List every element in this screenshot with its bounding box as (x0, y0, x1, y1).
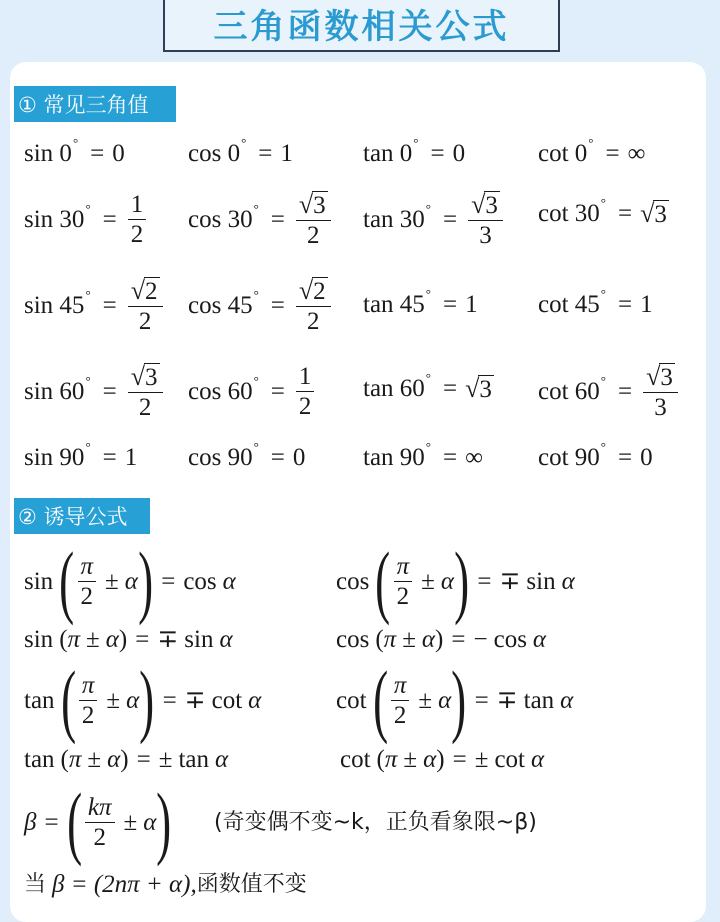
formula-sin30: sin 30 ° = $\frac{1}{2}$ (24, 186, 149, 252)
formula-sin90: sin 90 ° = 1 (24, 439, 138, 471)
formula-cot0: cot 0 ° = ∞ (538, 135, 646, 167)
formula-sin-half-pi: sin ( $\frac{\pi}{2}$ ± α ) = cos α (24, 535, 236, 626)
formula-tan30: tan 30 ° = √ 3 3 (363, 186, 506, 252)
beta-rule-note: (奇变偶不变~k，正负看象限~β) (214, 810, 537, 835)
formula-cot30: cot 30 ° = √ 3 (538, 195, 667, 228)
formula-cot-pi: cot ( π ± α ) = ± cot α (340, 746, 545, 773)
formula-cos-half-pi: cos ( $\frac{\pi}{2}$ ± α ) = ∓ sin α (336, 535, 575, 626)
formula-period (24, 872, 307, 897)
formula-tan-pi: tan ( π ± α ) = ± tan α (24, 746, 229, 773)
formula-tan90: tan 90 ° = ∞ (363, 439, 483, 471)
formula-beta: β = ( $\frac{k\pi}{2}$ ± α ) (24, 776, 172, 867)
section-heading-induction: ② 诱导公式 (14, 498, 150, 534)
formula-tan-half-pi: tan ( $\frac{\pi}{2}$ ± α ) = ∓ cot α (24, 654, 262, 745)
period-expression: β = (2nπ + α), (52, 871, 197, 898)
formula-sin-pi: sin ( π ± α ) = ∓ sin α (24, 626, 233, 653)
formula-tan0: tan 0 ° = 0 (363, 135, 466, 167)
formula-cos90: cos 90 ° = 0 (188, 439, 306, 471)
formula-cos30: cos 30 ° = √ 3 2 (188, 186, 334, 252)
title-box (163, 0, 560, 52)
formula-cos-pi: cos ( π ± α ) = − cos α (336, 626, 547, 653)
formula-cos0: cos 0 ° = 1 (188, 135, 293, 167)
section-heading-common-values: ① 常见三角值 (14, 86, 176, 122)
formula-cot90: cot 90 ° = 0 (538, 439, 653, 471)
period-prefix: 当 (24, 871, 47, 897)
formula-tan45: tan 45 ° = 1 (363, 286, 478, 318)
page-title: 三角函数相关公式 (213, 6, 510, 47)
formula-sin60: sin 60 ° = √ 3 2 (24, 358, 166, 424)
formula-cot-half-pi: cot ( $\frac{\pi}{2}$ ± α ) = ∓ tan α (336, 654, 574, 745)
formula-cot60: cot 60 ° = √ 3 3 (538, 358, 681, 424)
period-suffix: 函数值不变 (196, 871, 307, 897)
formula-sin0: sin 0 ° = 0 (24, 135, 125, 167)
formula-cot45: cot 45 ° = 1 (538, 286, 653, 318)
formula-tan60: tan 60 ° = √ 3 (363, 370, 492, 403)
formula-sin45: sin 45 ° = √ 2 2 (24, 272, 166, 338)
formula-cos60: cos 60 ° = $\frac{1}{2}$ (188, 358, 317, 424)
formula-cos45: cos 45 ° = √ 2 2 (188, 272, 334, 338)
